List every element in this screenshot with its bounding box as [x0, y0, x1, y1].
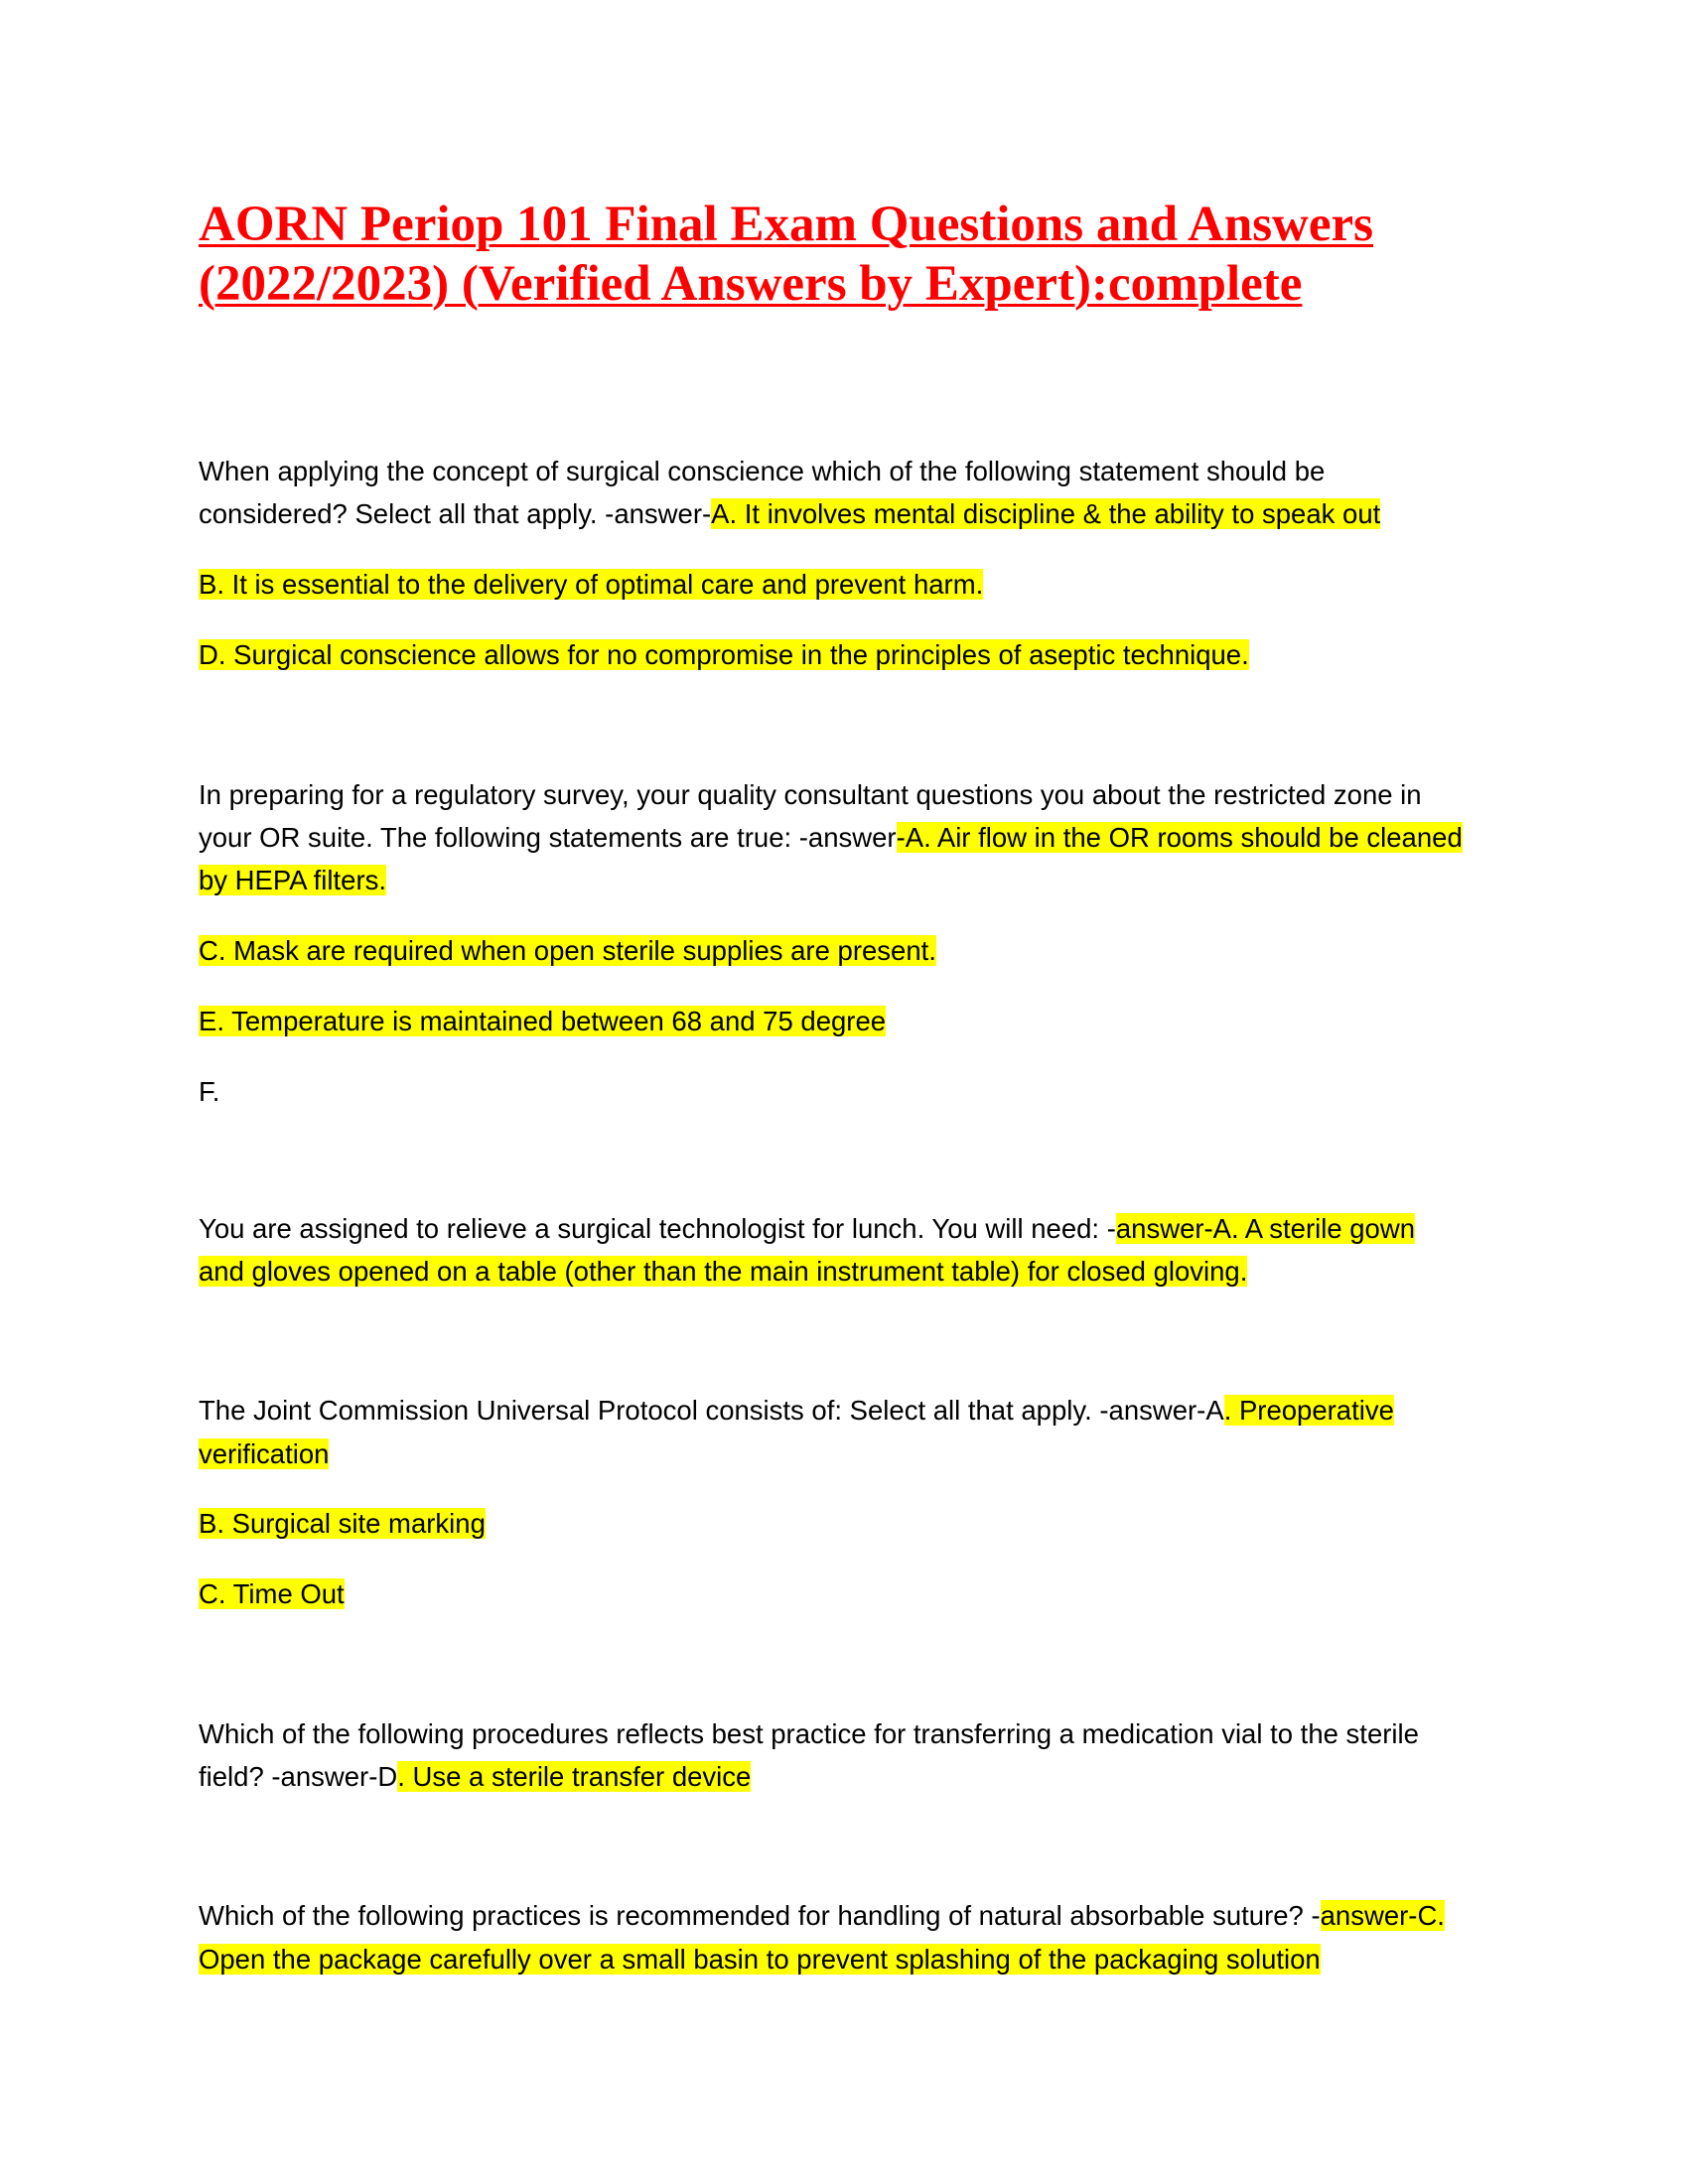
highlighted-answer: and gloves opened on a table (other than the main instrument table) for closed gloving.	[199, 1256, 1248, 1287]
question-text: When applying the concept of surgical conscience which of the following statement should be	[199, 456, 1326, 486]
highlighted-answer: C. Mask are required when open sterile supplies are present.	[199, 935, 936, 966]
highlighted-answer: answer-C.	[1320, 1900, 1445, 1931]
answer-item	[199, 1434, 329, 1474]
answer-item	[199, 565, 983, 605]
highlighted-answer: D. Surgical conscience allows for no compromise in the principles of aseptic technique.	[199, 639, 1249, 670]
highlighted-answer: . Use a sterile transfer device	[397, 1761, 752, 1792]
answer-item	[199, 1002, 886, 1041]
question-text: considered? Select all that apply. -answer-A. It involves mental discipline & the ability to speak out	[199, 498, 1381, 529]
answer-item	[199, 1504, 486, 1544]
highlighted-answer: verification	[199, 1438, 330, 1469]
answer-item	[199, 861, 386, 900]
highlighted-answer: C. Time Out	[199, 1578, 345, 1609]
highlighted-answer: . Preoperative	[1223, 1395, 1394, 1426]
question-text: In preparing for a regulatory survey, your quality consultant questions you about the restricted zone in	[199, 779, 1422, 810]
answer-item	[199, 1940, 1321, 1979]
question-text: field? -answer-D. Use a sterile transfer device	[199, 1761, 752, 1792]
title-line: (2022/2023) (Verified Answers by Expert):complete	[199, 256, 1303, 312]
highlighted-answer: E. Temperature is maintained between 68 and 75 degree	[199, 1006, 887, 1036]
highlighted-answer: Open the package carefully over a small basin to prevent splashing of the packaging solution	[199, 1944, 1321, 1975]
answer-item	[199, 635, 1249, 675]
answer-item	[199, 931, 936, 971]
question-text: Which of the following practices is recommended for handling of natural absorbable suture? -answer-C.	[199, 1900, 1445, 1931]
answer-item	[199, 1252, 1247, 1292]
question-text: You are assigned to relieve a surgical technologist for lunch. You will need: -answer-A. A sterile gown	[199, 1213, 1415, 1244]
highlighted-answer: B. It is essential to the delivery of optimal care and prevent harm.	[199, 569, 984, 600]
question-text: The Joint Commission Universal Protocol consists of: Select all that apply. -answer-A. Preoperative	[199, 1395, 1394, 1426]
highlighted-answer: by HEPA filters.	[199, 865, 386, 895]
highlighted-answer: B. Surgical site marking	[199, 1508, 486, 1539]
highlighted-answer: -A. Air flow in the OR rooms should be cleaned	[896, 822, 1463, 853]
document-title	[199, 195, 1489, 314]
highlighted-answer: A. It involves mental discipline & the ability to speak out	[711, 498, 1381, 529]
title-line: AORN Periop 101 Final Exam Questions and Answers	[199, 197, 1374, 252]
answer-item: F.	[199, 1076, 220, 1107]
question-text: Which of the following procedures reflects best practice for transferring a medication vial to the sterile	[199, 1718, 1419, 1749]
answer-item	[199, 1574, 345, 1614]
question-text: your OR suite. The following statements are true: -answer-A. Air flow in the OR rooms should be cleaned	[199, 822, 1463, 853]
highlighted-answer: answer-A. A sterile gown	[1115, 1213, 1415, 1244]
